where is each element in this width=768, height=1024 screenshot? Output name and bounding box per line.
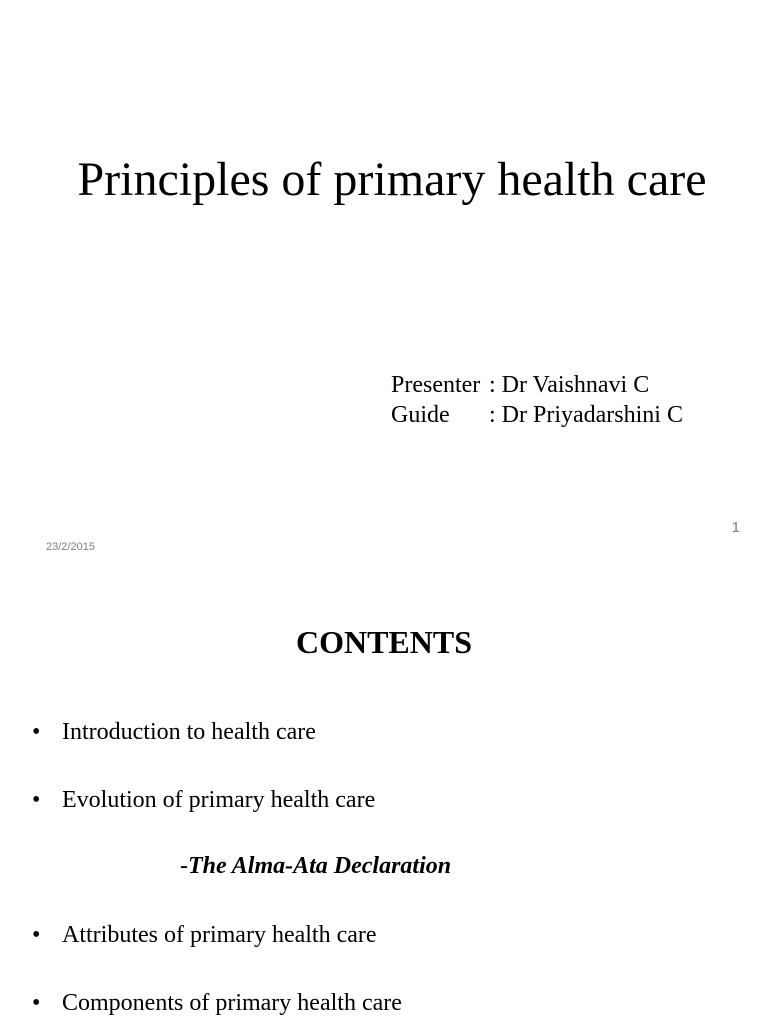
credits-block: [391, 370, 683, 430]
presenter-label: Presenter: [391, 372, 481, 398]
list-item: [32, 717, 316, 747]
slide-date: 23/2/2015: [46, 541, 95, 553]
guide-label: Guide: [391, 402, 450, 428]
contents-slide: [0, 576, 768, 1024]
list-item-text: Attributes of primary health care: [62, 922, 377, 948]
slide-title: Principles of primary health care: [77, 153, 707, 206]
bullet-icon: •: [32, 990, 41, 1016]
list-item-text: Evolution of primary health care: [62, 787, 376, 813]
list-item: [32, 920, 377, 950]
sub-list-dash: -: [180, 853, 188, 879]
sub-list-item: [180, 851, 451, 881]
list-item: [32, 988, 402, 1018]
presenter-value: : Dr Vaishnavi C: [489, 372, 650, 398]
slide-number: 1: [731, 519, 740, 536]
sub-list-item-text: The Alma-Ata Declaration: [188, 853, 452, 879]
bullet-icon: •: [32, 922, 41, 948]
guide-value: : Dr Priyadarshini C: [489, 402, 683, 428]
list-item-text: Components of primary health care: [62, 990, 402, 1016]
contents-heading: CONTENTS: [295, 624, 473, 660]
bullet-icon: •: [32, 719, 41, 745]
bullet-icon: •: [32, 787, 41, 813]
list-item: [32, 785, 375, 815]
guide-row: [391, 400, 683, 430]
presenter-row: [391, 370, 683, 400]
list-item-text: Introduction to health care: [62, 719, 316, 745]
